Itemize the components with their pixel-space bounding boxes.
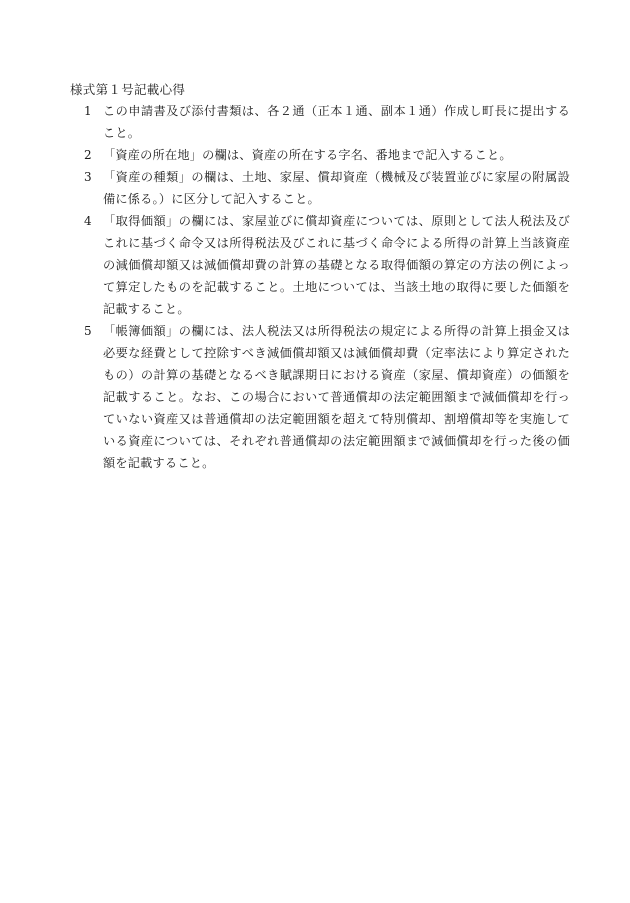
instruction-item-2 bbox=[70, 144, 570, 166]
instruction-item-1 bbox=[70, 100, 570, 144]
instruction-list bbox=[70, 100, 570, 474]
instruction-item-3 bbox=[70, 166, 570, 210]
instruction-number: 5 bbox=[84, 324, 92, 338]
instruction-number: 4 bbox=[84, 214, 92, 228]
instruction-number: 1 bbox=[84, 104, 92, 118]
instruction-item-4 bbox=[70, 210, 570, 320]
instruction-item-5 bbox=[70, 320, 570, 474]
instruction-text: 「資産の種類」の欄は、土地、家屋、償却資産（機械及び装置並びに家屋の附属設備に係る。）に区分して記入すること。 bbox=[103, 170, 570, 206]
document-title: 様式第１号記載心得 bbox=[70, 82, 186, 97]
instruction-text: 「帳簿価額」の欄には、法人税法又は所得税法の規定による所得の計算上損金又は必要な経費として控除すべき減価償却額又は減価償却費（定率法により算定されたもの）の計算の基礎となるべき賦課期日における資産（家屋、償却資産）の価額を記載すること。なお、この場合において普通償却の法定範囲額まで減価償却を行っていない資産又は普通償却の法定範囲額を超えて特別償却、割増償却等を実施している資産については、それぞれ普通償却の法定範囲額まで減価償却を行った後の価額を記載すること。 bbox=[103, 324, 570, 470]
instruction-number: 3 bbox=[84, 170, 92, 184]
instruction-text: 「取得価額」の欄には、家屋並びに償却資産については、原則として法人税法及びこれに基づく命令又は所得税法及びこれに基づく命令による所得の計算上当該資産の減価償却額又は減価償却費の計算の基礎となる取得価額の算定の方法の例によって算定したものを記載すること。土地については、当該土地の取得に要した価額を記載すること。 bbox=[103, 214, 570, 316]
instruction-text: この申請書及び添付書類は、各２通（正本１通、副本１通）作成し町長に提出すること。 bbox=[103, 104, 570, 140]
instruction-number: 2 bbox=[84, 148, 92, 162]
instruction-text: 「資産の所在地」の欄は、資産の所在する字名、番地まで記入すること。 bbox=[103, 148, 512, 162]
